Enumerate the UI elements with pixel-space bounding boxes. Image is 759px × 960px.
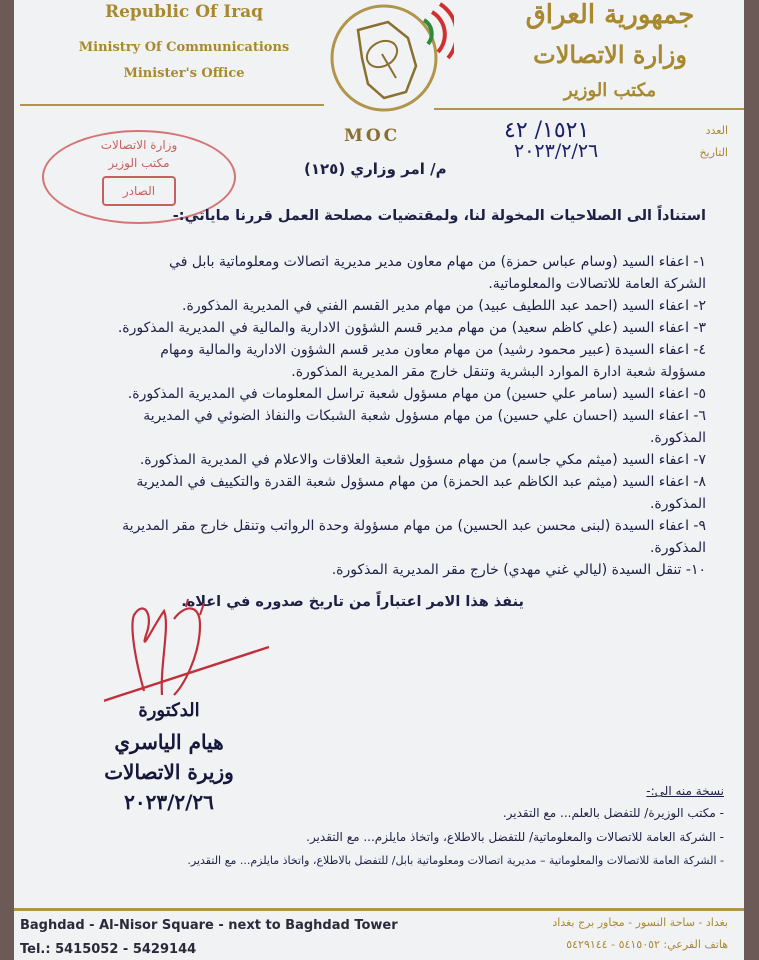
date-label: التاريخ (699, 146, 728, 159)
order-line: مسؤولة شعبة ادارة الموارد البشرية وتنقل خارج مقر المديرية المذكورة. (291, 364, 706, 380)
header-ar-republic: جمهورية العراق (525, 0, 695, 30)
signatory-name: هيام الياسري (114, 730, 224, 754)
order-line: المذكورة. (649, 496, 706, 512)
stamp-office: مكتب الوزير (108, 156, 170, 170)
order-title: م/ امر وزاري (١٢٥) (304, 160, 447, 178)
order-line: ٦- اعفاء السيد (احسان علي حسين) من مهام مسؤول شعبة الشبكات والنفاذ الضوئي في المديرية (143, 408, 706, 424)
effective-clause: ينفذ هذا الامر اعتباراً من تاريخ صدوره في اعلاه. (181, 594, 524, 610)
copy-item: - مكتب الوزيرة/ للتفضل بالعلم... مع التقدير. (502, 806, 724, 820)
order-line: ٩- اعفاء السيدة (لبنى محسن عبد الحسين) من مهام مسؤولة وحدة الرواتب وتنقل خارج مقر المديرية (122, 518, 706, 534)
logo-text: MOC (344, 126, 401, 146)
header-rule-left (20, 104, 324, 106)
header-en-ministry: Ministry Of Communications (78, 40, 290, 55)
order-line: ٧- اعفاء السيد (ميثم مكي جاسم) من مهام مسؤول شعبة العلاقات والاعلام في المديرية المذكورة. (139, 452, 706, 468)
ref-number: ١٥٢١/ ٤٢ (504, 118, 590, 143)
copy-label: نسخة منه الى:- (646, 784, 724, 798)
order-line: المذكورة. (649, 430, 706, 446)
order-line: ١- اعفاء السيد (وسام عباس حمزة) من مهام معاون مدير مديرية اتصالات ومعلوماتية بابل في (169, 254, 706, 270)
handwritten-signature (104, 595, 304, 715)
header-ar-office: مكتب الوزير (563, 80, 657, 101)
footer-rule (14, 908, 744, 911)
header-en-office: Minister's Office (123, 66, 245, 81)
order-line: ٥- اعفاء السيد (سامر علي حسين) من مهام مسؤول شعبة تراسل المعلومات في المديرية المذكورة. (127, 386, 706, 402)
signatory-title: الدكتورة (138, 700, 200, 721)
footer-en-address: Baghdad - Al-Nisor Square - next to Baghdad Tower (20, 918, 398, 933)
stamp-outgoing: الصادر (102, 176, 176, 206)
order-line: المذكورة. (649, 540, 706, 556)
copy-item: - الشركة العامة للاتصالات والمعلوماتية – مديرية اتصالات ومعلوماتية بابل/ للتفضل بالاطلاع، واتخاذ مايلزم... مع التقدير. (187, 854, 724, 867)
order-line: ٨- اعفاء السيد (ميثم عبد الكاظم عبد الحمزة) من مهام مسؤول شعبة القدرة والتكييف في المديرية (136, 474, 706, 490)
footer-ar-tel: هاتف الفرعي: ٥٤١٥٠٥٢ - ٥٤٢٩١٤٤ (566, 938, 728, 951)
signatory-date: ٢٠٢٣/٢/٢٦ (124, 790, 214, 814)
order-intro: استناداً الى الصلاحيات المخولة لنا، ولمقتضيات مصلحة العمل قررنا ماياتي:- (172, 208, 706, 224)
order-line: ١٠- تنقل السيدة (ليالي غني مهدي) خارج مقر المديرية المذكورة. (331, 562, 706, 578)
header-en-republic: Republic Of Iraq (104, 2, 264, 22)
order-line: ٢- اعفاء السيد (احمد عبد اللطيف عبيد) من مهام مدير القسم الفني في المديرية المذكورة. (182, 298, 706, 314)
order-line: ٤- اعفاء السيدة (عبير محمود رشيد) من مهام معاون مدير قسم الشؤون الادارية والمالية ومهام (160, 342, 706, 358)
ref-label: العدد (705, 124, 728, 137)
order-line: الشركة العامة للاتصالات والمعلوماتية. (488, 276, 706, 292)
ministry-logo-icon (324, 0, 454, 118)
copy-item: - الشركة العامة للاتصالات والمعلوماتية/ للتفضل بالاطلاع، واتخاذ مايلزم... مع التقدير. (306, 830, 724, 844)
document-page (14, 0, 744, 960)
order-line: ٣- اعفاء السيد (علي كاظم سعيد) من مهام مدير قسم الشؤون الادارية والمالية في المديرية المذكورة. (117, 320, 706, 336)
header-ar-ministry: وزارة الاتصالات (533, 40, 687, 69)
stamp-ministry: وزارة الاتصالات (100, 138, 178, 152)
signatory-position: وزيرة الاتصالات (104, 760, 234, 784)
issue-date: ٢٠٢٣/٢/٢٦ (514, 140, 599, 162)
header-rule-right (434, 108, 744, 110)
footer-ar-address: بغداد - ساحة النسور - مجاور برج بغداد (552, 916, 728, 929)
footer-en-tel: Tel.: 5415052 - 5429144 (20, 942, 197, 957)
